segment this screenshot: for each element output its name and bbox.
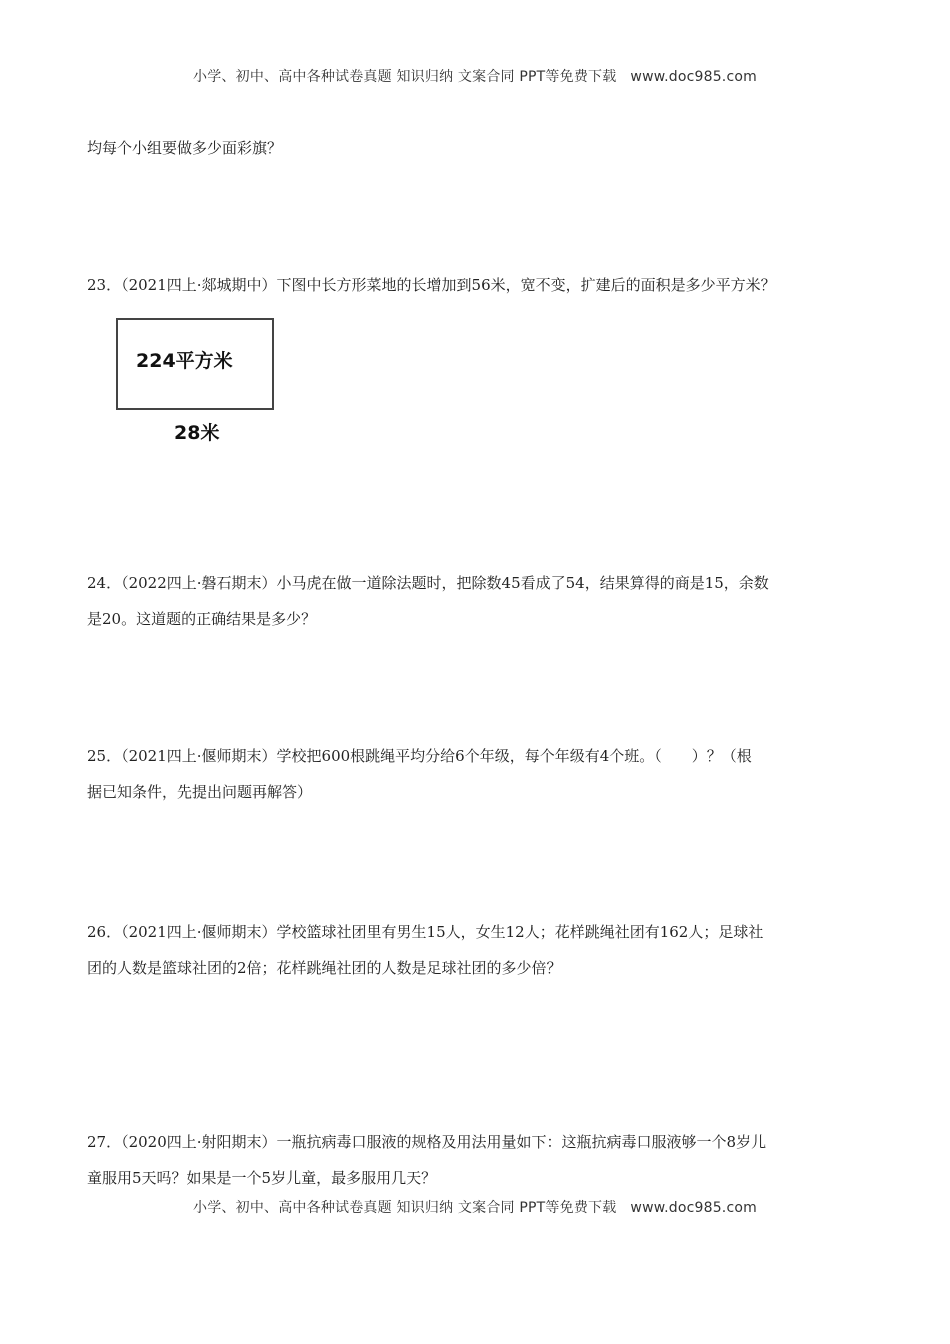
header-text: 小学、初中、高中各种试卷真题 知识归纳 文案合同 PPT等免费下载 bbox=[193, 69, 617, 85]
question-text-line: 23．（2021四上·郯城期中）下图中长方形菜地的长增加到56米，宽不变，扩建后的面积是多少平方米？ bbox=[87, 276, 776, 294]
question-text-line: 均每个小组要做多少面彩旗？ bbox=[87, 139, 283, 157]
question-text-line: 24．（2022四上·磐石期末）小马虎在做一道除法题时，把除数45看成了54，结果算得的商是15，余数 bbox=[87, 574, 769, 592]
question-text-line: 27．（2020四上·射阳期末）一瓶抗病毒口服液的规格及用法用量如下：这瓶抗病毒口服液够一个8岁儿 bbox=[87, 1133, 767, 1151]
page-footer bbox=[0, 1197, 950, 1217]
question-26 bbox=[87, 914, 862, 986]
question-25 bbox=[87, 738, 862, 810]
question-text-line: 是20。这道题的正确结果是多少？ bbox=[87, 610, 317, 628]
footer-site-link[interactable]: www.doc985.com bbox=[630, 1200, 757, 1216]
question-23 bbox=[87, 267, 862, 303]
question-text-line: 童服用5天吗？如果是一个5岁儿童，最多服用几天？ bbox=[87, 1169, 437, 1187]
rectangle-figure bbox=[116, 318, 274, 410]
figure-area-label: 224平方米 bbox=[136, 350, 233, 372]
question-text-line: 25．（2021四上·偃师期末）学校把600根跳绳平均分给6个年级，每个年级有4个班。（ ）？（根 bbox=[87, 747, 752, 765]
page-header bbox=[0, 66, 950, 86]
question-text-line: 26．（2021四上·偃师期末）学校篮球社团里有男生15人，女生12人；花样跳绳社团有162人；足球社 bbox=[87, 923, 764, 941]
figure-width-label: 28米 bbox=[174, 422, 220, 444]
header-site-link[interactable]: www.doc985.com bbox=[630, 69, 757, 85]
question-text-line: 团的人数是篮球社团的2倍；花样跳绳社团的人数是足球社团的多少倍？ bbox=[87, 959, 562, 977]
question-22-continuation bbox=[87, 130, 862, 166]
question-27 bbox=[87, 1124, 862, 1196]
footer-text: 小学、初中、高中各种试卷真题 知识归纳 文案合同 PPT等免费下载 bbox=[193, 1200, 617, 1216]
question-24 bbox=[87, 565, 862, 637]
question-text-line: 据已知条件，先提出问题再解答） bbox=[87, 783, 313, 801]
